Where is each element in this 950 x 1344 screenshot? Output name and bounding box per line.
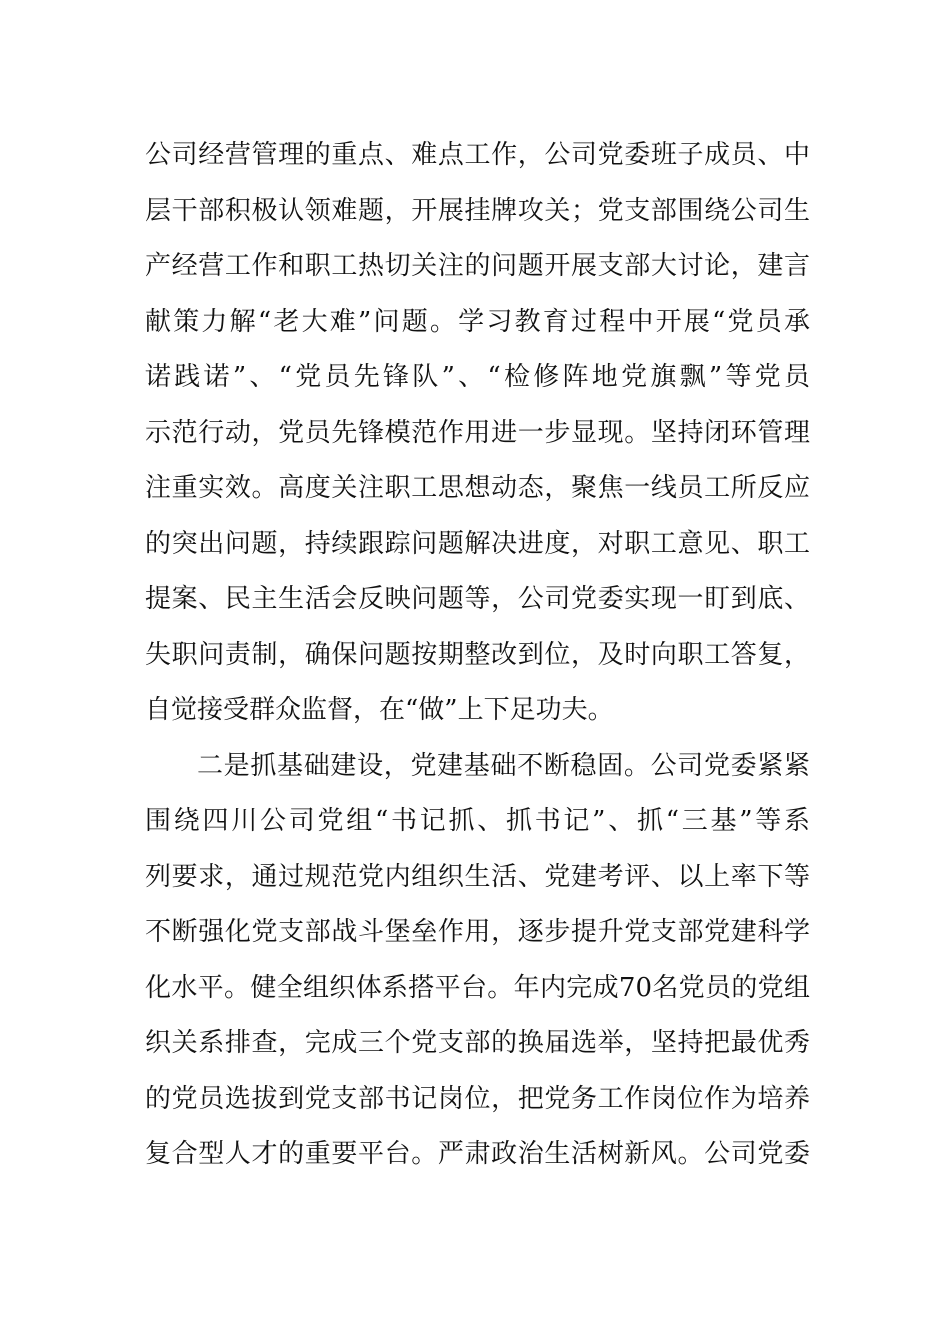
paragraph-end-line: 自觉接受群众监督，在“做”上下足功夫。 (145, 695, 614, 725)
text-line: 献策力解“老大难”问题。学习教育过程中开展“党员承 (145, 306, 810, 337)
text-line: 层干部积极认领难题，开展挂牌攻关；党支部围绕公司生 (145, 195, 810, 226)
text-line: 诺践诺”、“党员先锋队”、“检修阵地党旗飘”等党员 (145, 362, 810, 392)
text-line: 的党员选拔到党支部书记岗位，把党务工作岗位作为培养 (145, 1083, 810, 1114)
text-line: 列要求，通过规范党内组织生活、党建考评、以上率下等 (145, 861, 810, 892)
paragraph-start-line: 二是抓基础建设，党建基础不断稳固。公司党委紧紧 (197, 750, 810, 781)
text-line: 的突出问题，持续跟踪问题解决进度，对职工意见、职工 (145, 528, 810, 559)
text-line: 产经营工作和职工热切关注的问题开展支部大讨论，建言 (145, 251, 810, 281)
text-line: 化水平。健全组织体系搭平台。年内完成70名党员的党组 (145, 972, 810, 1003)
text-line: 提案、民主生活会反映问题等，公司党委实现一盯到底、 (145, 584, 810, 614)
text-line: 不断强化党支部战斗堡垒作用，逐步提升党支部党建科学 (145, 917, 810, 947)
text-line: 失职问责制，确保问题按期整改到位，及时向职工答复， (145, 639, 810, 670)
text-line: 复合型人才的重要平台。严肃政治生活树新风。公司党委 (145, 1139, 810, 1169)
text-line: 注重实效。高度关注职工思想动态，聚焦一线员工所反应 (145, 473, 810, 503)
text-line: 围绕四川公司党组“书记抓、抓书记”、抓“三基”等系 (145, 806, 810, 836)
text-line: 公司经营管理的重点、难点工作，公司党委班子成员、中 (145, 140, 810, 170)
text-line: 织关系排查，完成三个党支部的换届选举，坚持把最优秀 (145, 1028, 810, 1058)
body-text (145, 128, 810, 1183)
text-line: 示范行动，党员先锋模范作用进一步显现。坚持闭环管理 (145, 417, 810, 448)
